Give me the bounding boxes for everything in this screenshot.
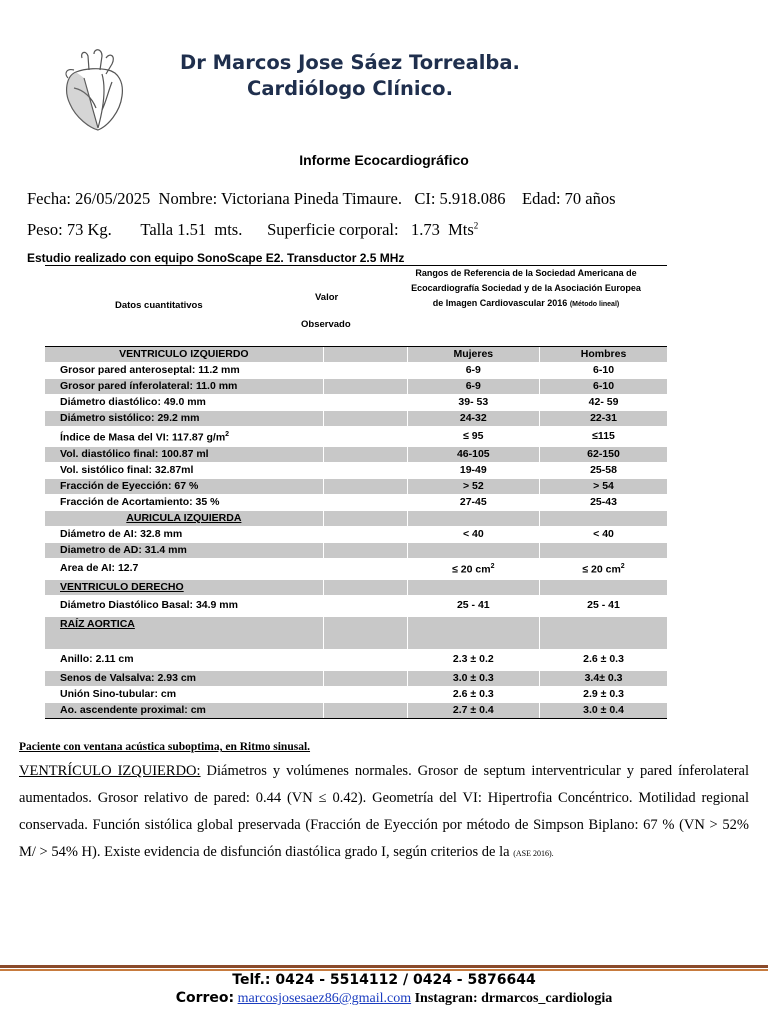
row-men: 62-150	[540, 446, 667, 462]
anatomical-heart-icon	[62, 48, 128, 132]
col-mujeres: Mujeres	[407, 347, 540, 363]
table-row	[45, 494, 667, 510]
ref-line-1: Rangos de Referencia de la Sociedad Americana de	[415, 268, 637, 278]
col-hombres: Hombres	[540, 347, 667, 363]
section-title-vi: VENTRICULO IZQUIERDO	[45, 347, 323, 363]
height-value: 1.51 mts.	[177, 220, 243, 239]
row-men: ≤115	[540, 427, 667, 447]
doctor-name: Dr Marcos Jose Sáez Torrealba.	[180, 51, 520, 74]
findings-lead: VENTRÍCULO IZQUIERDO:	[19, 763, 201, 779]
row-label: Diametro de AD: 31.4 mm	[45, 542, 323, 558]
table-row	[45, 595, 667, 616]
row-men: 25 - 41	[540, 595, 667, 616]
row-men: < 40	[540, 526, 667, 542]
table-row	[45, 558, 667, 579]
section-row-ao	[45, 616, 667, 649]
table-row	[45, 670, 667, 686]
row-label: Diámetro sistólico: 29.2 mm	[45, 411, 323, 427]
row-label: Fracción de Eyección: 67 %	[45, 478, 323, 494]
row-men: 3.4± 0.3	[540, 670, 667, 686]
row-women	[407, 542, 540, 558]
ref-line-3: de Imagen Cardiovascular 2016	[432, 298, 568, 308]
row-men: 6-10	[540, 363, 667, 379]
row-men: 25-58	[540, 462, 667, 478]
row-men: 6-10	[540, 379, 667, 395]
row-label: Diámetro Diastólico Basal: 34.9 mm	[60, 599, 238, 611]
section-title-ao: RAÍZ AORTICA	[60, 617, 135, 630]
patient-line-1	[27, 189, 616, 209]
reference-ranges-header	[393, 266, 659, 312]
row-label: Senos de Valsalva: 2.93 cm	[45, 670, 323, 686]
email-label: Correo:	[175, 990, 235, 1006]
bsa-value: 1.73 Mts	[410, 220, 474, 239]
row-women: 6-9	[407, 379, 540, 395]
col-observado: Observado	[301, 319, 351, 330]
row-label-with-sup	[45, 427, 323, 447]
table-row	[45, 427, 667, 447]
table-row	[45, 411, 667, 427]
row-women: 25 - 41	[407, 595, 540, 616]
ci-value: 5.918.086	[439, 189, 506, 208]
row-women: 46-105	[407, 446, 540, 462]
row-women: 2.3 ± 0.2	[407, 649, 540, 670]
date-label: Fecha:	[27, 189, 71, 208]
footer-phones: Telf.: 0424 - 5514112 / 0424 - 5876644	[232, 972, 536, 988]
ref-method-note: (Método lineal)	[569, 301, 620, 308]
row-label: Vol. sistólico final: 32.87ml	[60, 463, 194, 476]
table-row	[45, 379, 667, 395]
echo-data-table	[45, 346, 667, 719]
weight-label: Peso:	[27, 220, 63, 239]
row-men: ≤ 20 cm	[582, 563, 621, 576]
table-row	[45, 363, 667, 379]
doctor-specialty: Cardiólogo Clínico.	[247, 77, 453, 100]
col-valor: Valor	[315, 292, 339, 303]
row-women: 19-49	[407, 462, 540, 478]
row-women: 39- 53	[407, 395, 540, 411]
ref-line-2: Ecocardiografía Sociedad y de la Asociación Europea	[411, 283, 641, 293]
row-women: 24-32	[407, 411, 540, 427]
row-label: Grosor pared ínferolateral: 11.0 mm	[45, 379, 323, 395]
table-row	[45, 649, 667, 670]
row-men: 22-31	[540, 411, 667, 427]
row-label: Diámetro diastólico: 49.0 mm	[60, 396, 206, 408]
row-label: Anillo: 2.11 cm	[60, 653, 134, 665]
row-label: Ao. ascendente proximal: cm	[45, 702, 323, 718]
age-value: 70 años	[564, 189, 616, 208]
row-men-cell	[540, 558, 667, 579]
weight-value: 73 Kg.	[66, 220, 112, 239]
footer-band-dark	[0, 965, 768, 968]
row-women: 27-45	[407, 494, 540, 510]
row-women: ≤ 95	[407, 427, 540, 447]
table-row	[45, 446, 667, 462]
row-men	[540, 542, 667, 558]
findings-paragraph	[19, 758, 749, 867]
findings-reference: (ASE 2016).	[513, 849, 554, 858]
footer-contact	[0, 990, 768, 1007]
findings-body: Diámetros y volúmenes normales. Grosor de septum interventricular y pared ínferolateral aumentados. Grosor relativo de pared: 0.44 (VN ≤ 0.42). Geometría del VI: Hipertrofia Concéntrico. Motilidad regional conservada. Función sistólica global preservada (Fracción de Eyección por método de Simpson Biplano: 67 % (VN > 52% M/ > 54% H). Existe evidencia de disfunción diastólica grado I, según criterios de la	[19, 763, 749, 860]
row-label: Vol. diastólico final: 100.87 ml	[45, 446, 323, 462]
row-men: 3.0 ± 0.4	[540, 702, 667, 718]
row-label: Índice de Masa del VI: 117.87 g/m	[60, 431, 226, 444]
row-women: > 52	[407, 478, 540, 494]
window-note: Paciente con ventana acústica suboptima, en Ritmo sinusal.	[19, 741, 311, 753]
bsa-superscript: 2	[473, 220, 479, 231]
row-men: 2.6 ± 0.3	[540, 649, 667, 670]
patient-line-2	[27, 220, 478, 240]
row-men: > 54	[540, 478, 667, 494]
section-row-ai	[45, 510, 667, 526]
superscript-2: 2	[225, 431, 230, 438]
row-label: Unión Sino-tubular: cm	[60, 687, 177, 700]
row-women: < 40	[407, 526, 540, 542]
study-line: Estudio realizado con equipo SonoScape E2. Transductor 2.5 MHz	[27, 251, 405, 265]
table-row	[45, 542, 667, 558]
superscript-2: 2	[620, 563, 625, 571]
report-title: Informe Ecocardiográfico	[299, 152, 469, 168]
name-label: Nombre:	[158, 189, 218, 208]
row-label: Grosor pared anteroseptal: 11.2 mm	[60, 364, 240, 376]
row-label: Diámetro de AI: 32.8 mm	[60, 527, 183, 540]
col-datos-cuantitativos: Datos cuantitativos	[115, 300, 203, 311]
row-men: 2.9 ± 0.3	[540, 686, 667, 702]
table-row	[45, 478, 667, 494]
section-title-ai: AURICULA IZQUIERDA	[126, 511, 242, 524]
row-label: Area de AI: 12.7	[60, 562, 139, 574]
instagram-handle: Instagran: drmarcos_cardiologia	[414, 991, 613, 1006]
row-women-cell	[407, 558, 540, 579]
table-row	[45, 702, 667, 718]
section-row-vi	[45, 347, 667, 363]
row-men: 25-43	[540, 494, 667, 510]
section-row-vd	[45, 579, 667, 595]
bsa-label: Superficie corporal:	[267, 220, 399, 239]
row-women: 3.0 ± 0.3	[407, 670, 540, 686]
ci-label: CI:	[414, 189, 436, 208]
patient-name: Victoriana Pineda Timaure.	[221, 189, 402, 208]
doctor-header	[150, 50, 550, 102]
table-row	[45, 526, 667, 542]
footer-band-light	[0, 969, 768, 971]
table-row	[45, 462, 667, 478]
row-women: ≤ 20 cm	[452, 563, 491, 576]
superscript-2: 2	[490, 563, 495, 571]
row-women: 2.6 ± 0.3	[407, 686, 540, 702]
table-row	[45, 686, 667, 702]
row-men: 42- 59	[540, 395, 667, 411]
height-label: Talla	[140, 220, 174, 239]
row-label: Fracción de Acortamiento: 35 %	[60, 495, 220, 508]
table-row	[45, 395, 667, 411]
section-title-vd: VENTRICULO DERECHO	[60, 580, 184, 593]
row-women: 6-9	[407, 363, 540, 379]
date-value: 26/05/2025	[75, 189, 151, 208]
email-link[interactable]: marcosjosesaez86@gmail.com	[237, 991, 412, 1006]
row-women: 2.7 ± 0.4	[407, 702, 540, 718]
age-label: Edad:	[522, 189, 561, 208]
